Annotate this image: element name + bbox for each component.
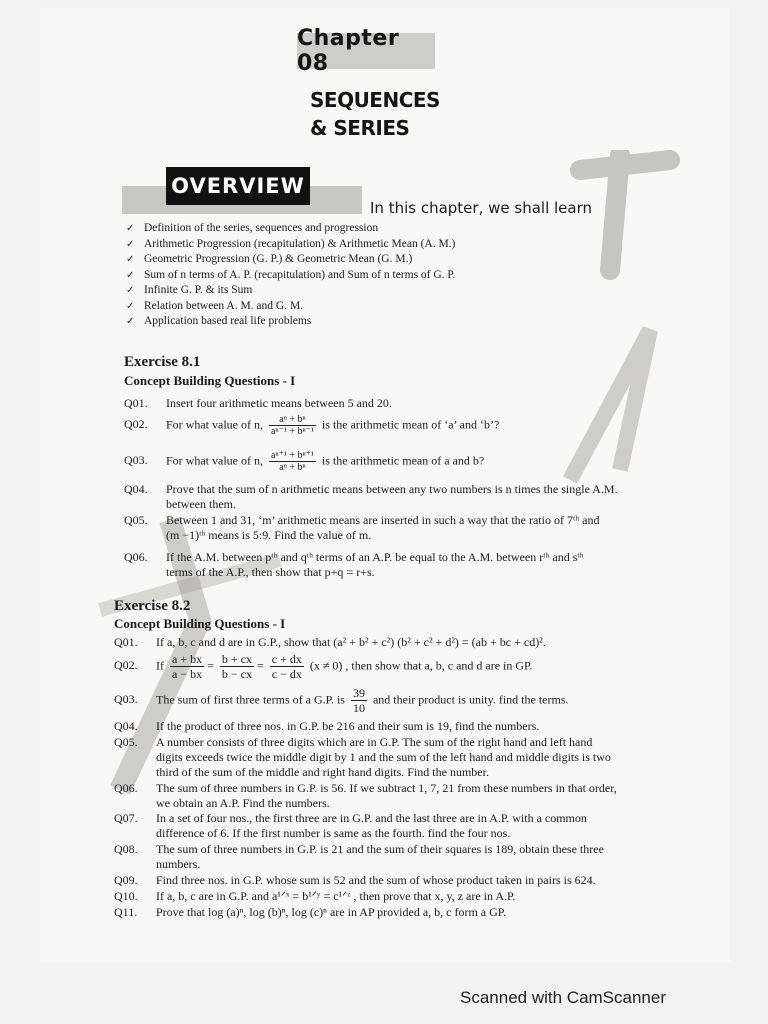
question: Q02. If $\frac{a + bx}{a - bx}$ = $\frac{b + cx}{b - cx}$ = $\frac{c + dx}{c - dx}$ (x ≠ 0) , then show that a, b, c and d are in GP. bbox=[114, 652, 533, 681]
checkmark-icon: ✓ bbox=[126, 300, 135, 312]
fraction: $\frac{c + dx}{c - dx}$ bbox=[271, 652, 302, 681]
title-line-2: & SERIES bbox=[310, 116, 410, 140]
checkmark-icon: ✓ bbox=[126, 254, 135, 265]
chapter-label: Chapter 08 bbox=[297, 33, 435, 69]
question: Q03. For what value of n, $\frac{\text{aⁿ⁺¹ + bⁿ⁺¹}}{\text{aⁿ + bⁿ}}$ is the arithmetic mean of a and b? bbox=[124, 450, 485, 473]
fraction: $\frac{a + bx}{a - bx}$ bbox=[172, 652, 203, 681]
topic-item: ✓ Arithmetic Progression (recapitulation) & Arithmetic Mean (A. M.) bbox=[126, 237, 455, 253]
question: Q11. Prove that log (a)ⁿ, log (b)ⁿ, log (c)ⁿ are in AP provided a, b, c form a GP. bbox=[114, 905, 507, 919]
question: Q03. The sum of first three terms of a G.P. is $\frac{39}{10}$ and their product is unity. find the terms. bbox=[114, 686, 569, 715]
exercise-8-1-subtitle: Concept Building Questions - I bbox=[124, 373, 296, 388]
checkmark-icon: ✓ bbox=[126, 223, 135, 234]
checkmark-icon: ✓ bbox=[126, 285, 135, 296]
question: Q01. If a, b, c and d are in G.P., show that (a² + b² + c²) (b² + c² + d²) = (ab + bc + cd)². bbox=[114, 635, 546, 649]
diagonal-watermark bbox=[560, 150, 680, 750]
question: Q04. Prove that the sum of n arithmetic means between any two numbers is n times the single A.M. between them. bbox=[124, 482, 618, 511]
fraction: $\frac{\text{aⁿ + bⁿ}}{\text{aⁿ⁻¹ + bⁿ⁻¹}}$ bbox=[270, 414, 314, 437]
exercise-8-2-title: Exercise 8.2 bbox=[114, 598, 191, 614]
topic-item: ✓ Definition of the series, sequences and progression bbox=[126, 221, 455, 237]
topic-item: ✓ Application based real life problems bbox=[126, 314, 455, 330]
checkmark-icon: ✓ bbox=[126, 238, 135, 250]
checkmark-icon: ✓ bbox=[126, 269, 135, 281]
question: Q06. If the A.M. between pᵗʰ and qᵗʰ terms of an A.P. be equal to the A.M. between rᵗʰ and sᵗʰ terms of the A.P., then show that p+q = r+s. bbox=[124, 550, 584, 579]
question: Q01. Insert four arithmetic means between 5 and 20. bbox=[124, 396, 392, 410]
topic-list bbox=[126, 221, 455, 330]
question: Q10. If a, b, c are in G.P. and a¹ᐟˣ = b¹ᐟʸ = c¹ᐟᶻ , then prove that x, y, z are in A.P. bbox=[114, 889, 516, 903]
overview-label: OVERVIEW bbox=[166, 167, 310, 205]
question: Q04. If the product of three nos. in G.P. be 216 and their sum is 19, find the numbers. bbox=[114, 719, 540, 733]
question: Q09. Find three nos. in G.P. whose sum is 52 and the sum of whose product taken in pairs is 624. bbox=[114, 873, 596, 887]
question: Q02. For what value of n, $\frac{\text{aⁿ + bⁿ}}{\text{aⁿ⁻¹ + bⁿ⁻¹}}$ is the arithmetic mean of ‘a’ and ‘b’? bbox=[124, 414, 500, 437]
question: Q06. The sum of three numbers in G.P. is 56. If we subtract 1, 7, 21 from these numbers in that order, we obtain an A.P. Find the numbers. bbox=[114, 781, 617, 810]
fraction: $\frac{b + cx}{b - cx}$ bbox=[221, 652, 252, 681]
question: Q05. A number consists of three digits which are in G.P. The sum of the right hand and left hand digits exceeds twice the middle digit by 1 and the sum of the left hand and middle digits is two third of the sum of the middle and right hand digits. Find the number. bbox=[114, 735, 611, 779]
fraction: $\frac{39}{10}$ bbox=[352, 686, 365, 715]
topic-item: ✓ Geometric Progression (G. P.) & Geometric Mean (G. M.) bbox=[126, 252, 455, 268]
question: Q08. The sum of three numbers in G.P. is 21 and the sum of their squares is 189, obtain these three numbers. bbox=[114, 842, 604, 871]
question: Q05. Between 1 and 31, ‘m’ arithmetic means are inserted in such a way that the ratio of 7ᵗʰ and (m −1)ᵗʰ means is 5:9. Find the value of m. bbox=[124, 513, 600, 542]
topic-item: ✓ Infinite G. P. & its Sum bbox=[126, 283, 455, 299]
scanner-footer: Scanned with CamScanner bbox=[460, 988, 667, 1007]
question: Q07. In a set of four nos., the first three are in G.P. and the last three are in A.P. with a common difference of 6. If the first number is same as the fourth. find the four nos. bbox=[114, 811, 587, 840]
exercise-8-2-subtitle: Concept Building Questions - I bbox=[114, 616, 286, 631]
fraction: $\frac{\text{aⁿ⁺¹ + bⁿ⁺¹}}{\text{aⁿ + bⁿ}}$ bbox=[270, 450, 314, 473]
exercise-8-1-title: Exercise 8.1 bbox=[124, 354, 201, 370]
title-line-1: SEQUENCES bbox=[310, 88, 440, 112]
checkmark-icon: ✓ bbox=[126, 316, 135, 327]
topic-item: ✓ Relation between A. M. and G. M. bbox=[126, 299, 455, 315]
learn-heading: In this chapter, we shall learn bbox=[370, 199, 592, 217]
topic-item: ✓ Sum of n terms of A. P. (recapitulation) and Sum of n terms of G. P. bbox=[126, 268, 455, 284]
